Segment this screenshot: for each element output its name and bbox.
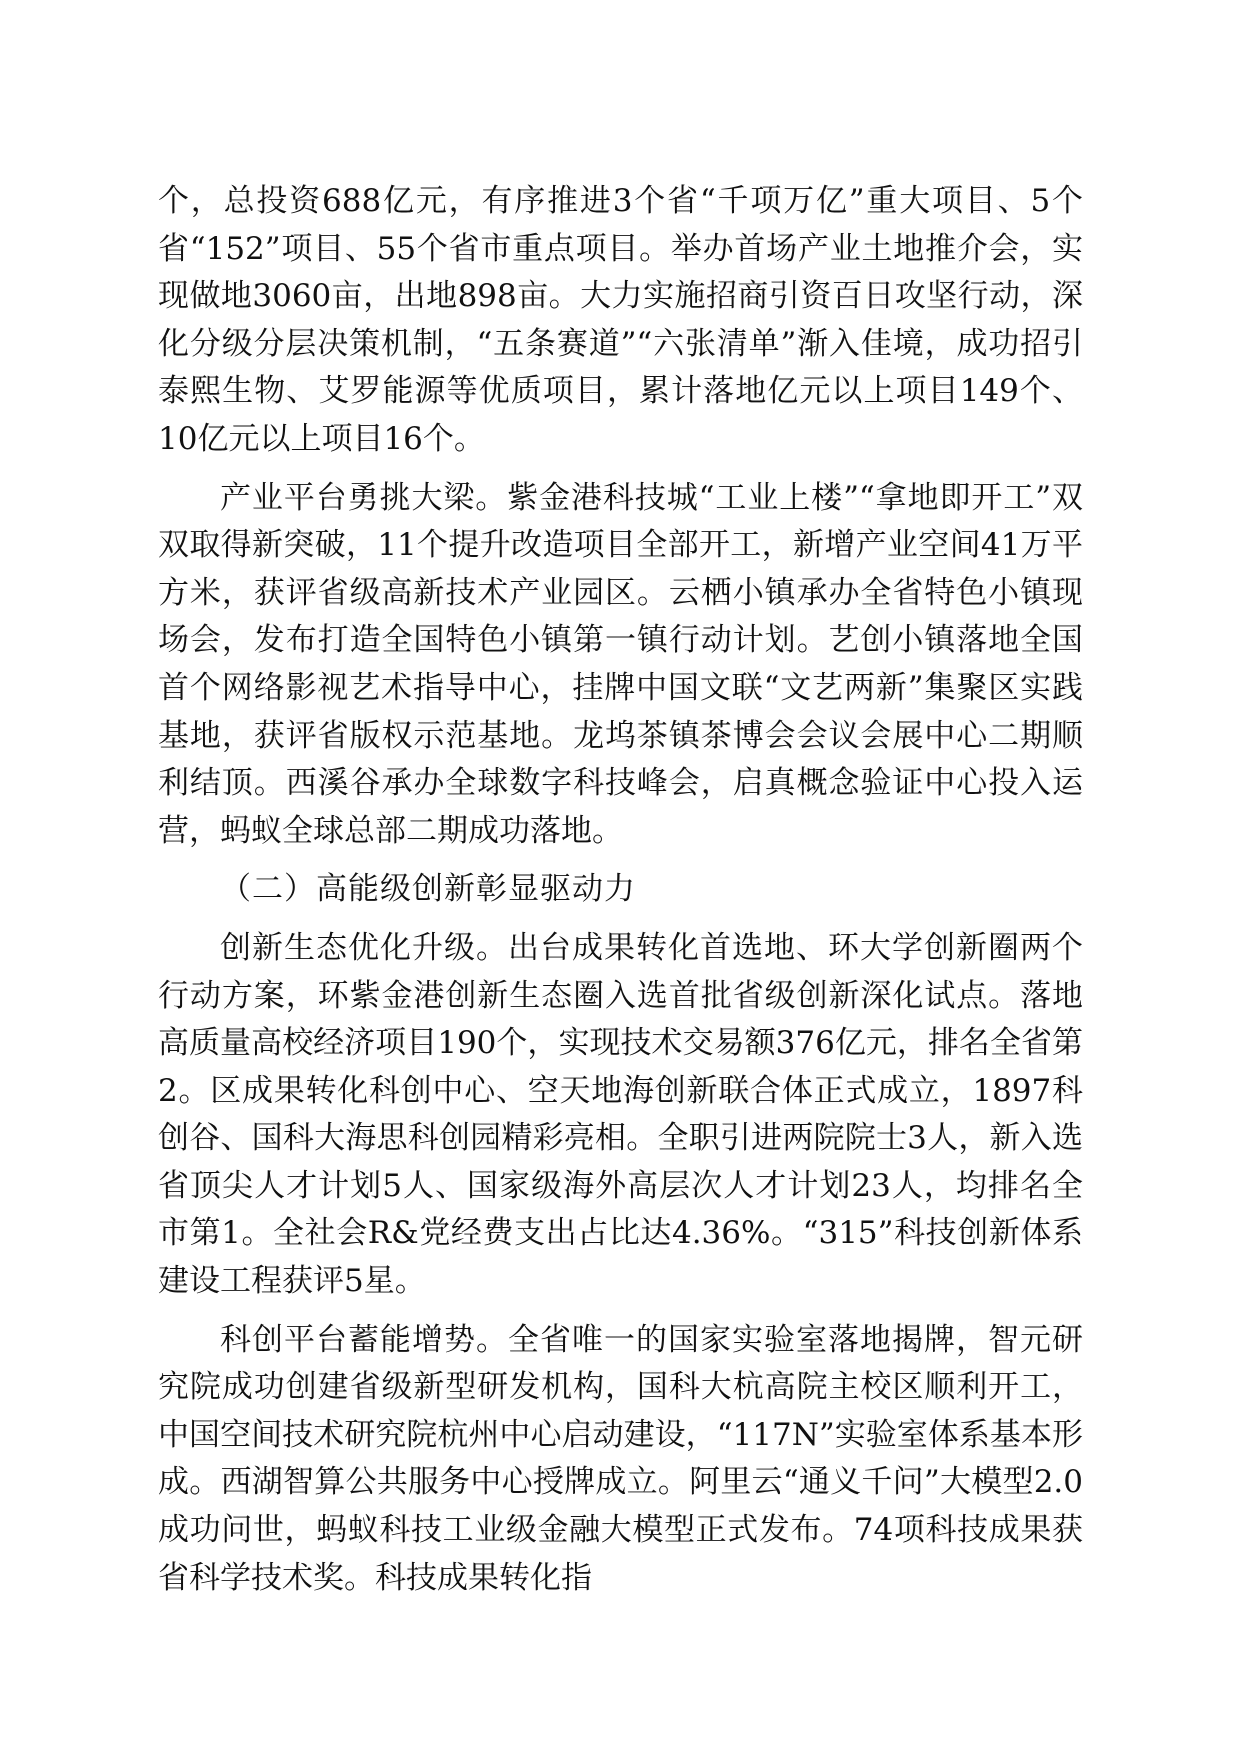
paragraph-research-platforms: 科创平台蓄能增势。全省唯一的国家实验室落地揭牌，智元研究院成功创建省级新型研发机构，国科大杭高院主校区顺利开工，中国空间技术研究院杭州中心启动建设，“117N”实验室体系基本形成。西湖智算公共服务中心授牌成立。阿里云“通义千问”大模型2.0成功问世，蚂蚁科技工业级金融大模型正式发布。74项科技成果获省科学技术奖。科技成果转化指 <box>158 1321 1083 1596</box>
document-page <box>158 178 1083 1613</box>
paragraph-investment-projects: 个，总投资688亿元，有序推进3个省“千项万亿”重大项目、5个省“152”项目、55个省市重点项目。举办首场产业土地推介会，实现做地3060亩，出地898亩。大力实施招商引资百日攻坚行动，深化分级分层决策机制，“五条赛道”“六张清单”渐入佳境，成功招引泰熙生物、艾罗能源等优质项目，累计落地亿元以上项目149个、10亿元以上项目16个。 <box>158 183 1083 457</box>
section-subheading: （二）高能级创新彰显驱动力 <box>220 871 636 908</box>
paragraph-innovation-ecosystem: 创新生态优化升级。出台成果转化首选地、环大学创新圈两个行动方案，环紫金港创新生态圈入选首批省级创新深化试点。落地高质量高校经济项目190个，实现技术交易额376亿元，排名全省第2。区成果转化科创中心、空天地海创新联合体正式成立，1897科创谷、国科大海思科创园精彩亮相。全职引进两院院士3人，新入选省顶尖人才计划5人、国家级海外高层次人才计划23人，均排名全市第1。全社会R&党经费支出占比达4.36%。“315”科技创新体系建设工程获评5星。 <box>158 929 1083 1300</box>
paragraph-industrial-platforms: 产业平台勇挑大梁。紫金港科技城“工业上楼”“拿地即开工”双双取得新突破，11个提升改造项目全部开工，新增产业空间41万平方米，获评省级高新技术产业园区。云栖小镇承办全省特色小镇现场会，发布打造全国特色小镇第一镇行动计划。艺创小镇落地全国首个网络影视艺术指导中心，挂牌中国文联“文艺两新”集聚区实践基地，获评省版权示范基地。龙坞茶镇茶博会会议会展中心二期顺利结顶。西溪谷承办全球数字科技峰会，启真概念验证中心投入运营，蚂蚁全球总部二期成功落地。 <box>158 479 1083 849</box>
